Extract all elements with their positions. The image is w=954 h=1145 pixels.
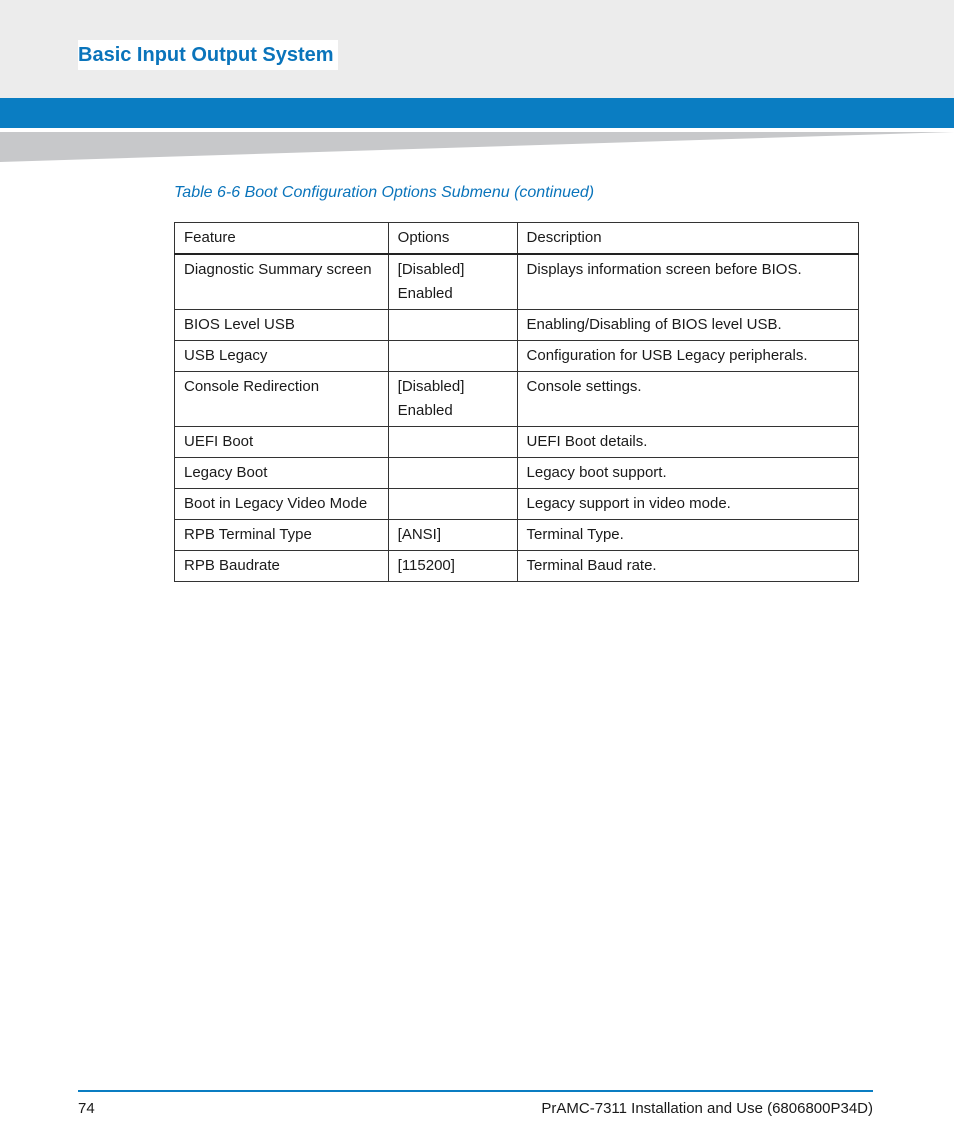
options-cell xyxy=(388,341,517,372)
options-cell xyxy=(388,489,517,520)
options-cell xyxy=(388,254,517,310)
options-cell xyxy=(388,551,517,582)
description-cell: Legacy boot support. xyxy=(517,458,858,489)
table-row xyxy=(175,520,859,551)
column-header-feature: Feature xyxy=(175,223,389,255)
header-gray-wedge xyxy=(0,128,954,164)
option-value: [ANSI] xyxy=(397,526,442,543)
column-header-description: Description xyxy=(517,223,858,255)
options-cell xyxy=(388,310,517,341)
table-row xyxy=(175,551,859,582)
page-title: Basic Input Output System xyxy=(78,40,338,70)
feature-cell: Legacy Boot xyxy=(175,458,389,489)
feature-cell: RPB Baudrate xyxy=(175,551,389,582)
table-header-row xyxy=(175,223,859,255)
description-cell: Console settings. xyxy=(517,372,858,427)
description-cell: Displays information screen before BIOS. xyxy=(517,254,858,310)
feature-cell: RPB Terminal Type xyxy=(175,520,389,551)
table-caption: Table 6-6 Boot Configuration Options Submenu (continued) xyxy=(174,184,595,201)
document-title: PrAMC-7311 Installation and Use (6806800P34D) xyxy=(541,1100,873,1117)
description-cell: Enabling/Disabling of BIOS level USB. xyxy=(517,310,858,341)
option-value: Enabled xyxy=(397,285,453,302)
table-row xyxy=(175,489,859,520)
table-row xyxy=(175,341,859,372)
feature-cell: Console Redirection xyxy=(175,372,389,427)
table-body xyxy=(175,254,859,582)
table-row xyxy=(175,254,859,310)
table-row xyxy=(175,427,859,458)
options-cell xyxy=(388,458,517,489)
options-cell xyxy=(388,372,517,427)
description-cell: Legacy support in video mode. xyxy=(517,489,858,520)
feature-cell: BIOS Level USB xyxy=(175,310,389,341)
header-blue-band xyxy=(0,98,954,128)
table-row xyxy=(175,458,859,489)
feature-cell: UEFI Boot xyxy=(175,427,389,458)
footer-rule xyxy=(78,1090,873,1092)
feature-cell: USB Legacy xyxy=(175,341,389,372)
options-cell xyxy=(388,427,517,458)
option-value: [Disabled] xyxy=(397,261,465,278)
boot-config-table xyxy=(174,222,859,582)
feature-cell: Boot in Legacy Video Mode xyxy=(175,489,389,520)
option-value: [Disabled] xyxy=(397,378,465,395)
table-row xyxy=(175,372,859,427)
description-cell: Terminal Baud rate. xyxy=(517,551,858,582)
options-cell xyxy=(388,520,517,551)
page-number: 74 xyxy=(78,1100,95,1117)
description-cell: Configuration for USB Legacy peripherals. xyxy=(517,341,858,372)
option-value: Enabled xyxy=(397,402,453,419)
column-header-options: Options xyxy=(388,223,517,255)
feature-cell: Diagnostic Summary screen xyxy=(175,254,389,310)
description-cell: Terminal Type. xyxy=(517,520,858,551)
option-value: [115200] xyxy=(397,557,455,574)
description-cell: UEFI Boot details. xyxy=(517,427,858,458)
table-row xyxy=(175,310,859,341)
